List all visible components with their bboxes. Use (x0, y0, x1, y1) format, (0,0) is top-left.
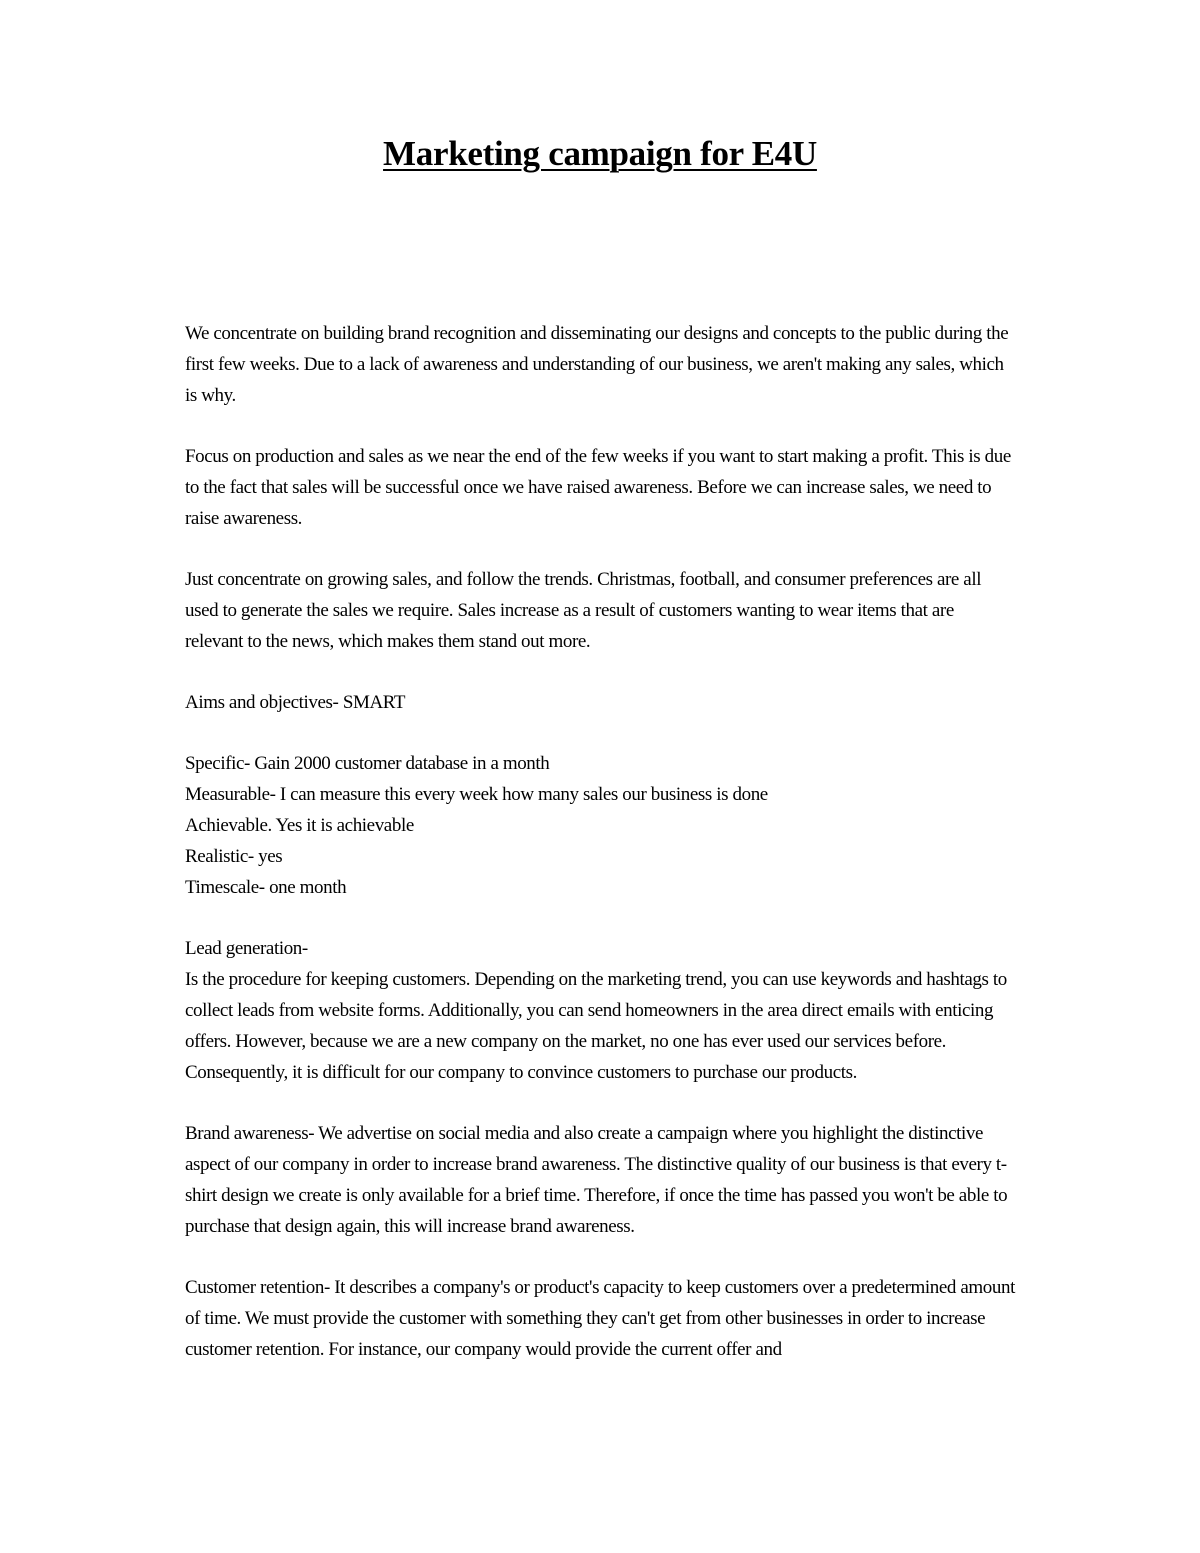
paragraph-trends: Just concentrate on growing sales, and follow the trends. Christmas, football, and consumer preferences are all used to generate the sales we require. Sales increase as a result of customers wanting to wear items that are relevant to the news, which makes them stand out more. (185, 569, 982, 652)
smart-item-specific: Specific- Gain 2000 customer database in a month (185, 753, 550, 774)
brand-awareness-paragraph: Brand awareness- We advertise on social media and also create a campaign where you highlight the distinctive aspect of our company in order to increase brand awareness. The distinctive quality of our business is that every t-shirt design we create is only available for a brief time. Therefore, if once the time has passed you won't be able to purchase that design again, this will increase brand awareness. (185, 1123, 1008, 1237)
smart-item-realistic: Realistic- yes (185, 846, 283, 867)
customer-retention-paragraph: Customer retention- It describes a company's or product's capacity to keep customers over a predetermined amount of time. We must provide the customer with something they can't get from other businesses in order to increase customer retention. For instance, our company would provide the current offer and (185, 1277, 1015, 1360)
paragraph-production-sales: Focus on production and sales as we near the end of the few weeks if you want to start making a profit. This is due to the fact that sales will be successful once we have raised awareness. Before we can increase sales, we need to raise awareness. (185, 446, 1011, 529)
paragraph-brand-recognition: We concentrate on building brand recognition and disseminating our designs and concepts to the public during the first few weeks. Due to a lack of awareness and understanding of our business, we aren't making any sales, which is why. (185, 323, 1009, 406)
document-body (185, 318, 1015, 1395)
lead-generation-heading: Lead generation- (185, 938, 308, 959)
smart-item-timescale: Timescale- one month (185, 877, 347, 898)
aims-heading: Aims and objectives- SMART (185, 692, 406, 713)
smart-list (185, 748, 1015, 903)
document-title: Marketing campaign for E4U (383, 134, 817, 173)
smart-item-achievable: Achievable. Yes it is achievable (185, 815, 414, 836)
smart-item-measurable: Measurable- I can measure this every week how many sales our business is done (185, 784, 768, 805)
lead-generation-text: Is the procedure for keeping customers. Depending on the marketing trend, you can use keywords and hashtags to collect leads from website forms. Additionally, you can send homeowners in the area direct emails with enticing offers. However, because we are a new company on the market, no one has ever used our services before. Consequently, it is difficult for our company to convince customers to purchase our products. (185, 969, 1007, 1083)
